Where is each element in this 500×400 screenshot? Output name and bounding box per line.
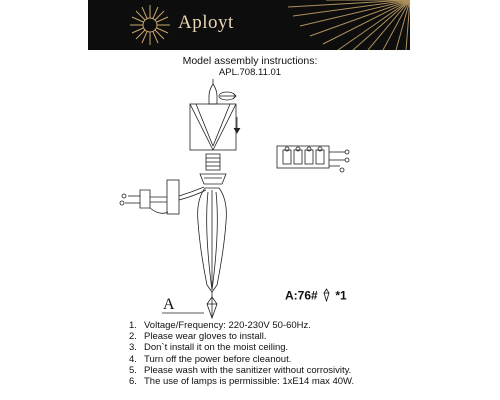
rotate-arrow-icon xyxy=(219,92,236,100)
model-code: APL.708.11.01 xyxy=(218,67,282,78)
glass-body xyxy=(198,188,227,292)
part-label-a: A xyxy=(163,296,175,313)
brand-logo: Aployt xyxy=(178,12,234,33)
part-count-suffix: *1 xyxy=(335,288,347,303)
socket xyxy=(200,154,226,184)
part-count xyxy=(285,288,347,305)
list-item: 3. Don`t install it on the moist ceiling. xyxy=(129,342,289,354)
list-item: 6. The use of lamps is permissible: 1xE14 max 40W. xyxy=(129,376,355,388)
document-title: Model assembly instructions: xyxy=(182,55,318,67)
part-count-prefix: A:76# xyxy=(285,288,318,303)
wiring-diagram xyxy=(277,146,349,172)
down-arrow-icon xyxy=(234,117,240,133)
list-item: 5. Please wash with the sanitizer without corrosivity. xyxy=(129,364,352,376)
instruction-list xyxy=(129,320,459,387)
list-item: 2. Please wear gloves to install. xyxy=(129,331,267,343)
lamp-shade xyxy=(190,104,236,150)
crystal-drop-icon xyxy=(323,288,330,305)
list-item: 4. Turn off the power before cleanout. xyxy=(129,353,292,365)
bulb xyxy=(209,79,217,104)
wall-bracket xyxy=(120,180,206,214)
list-item: 1. Voltage/Frequency: 220-230V 50-60Hz. xyxy=(129,320,311,331)
